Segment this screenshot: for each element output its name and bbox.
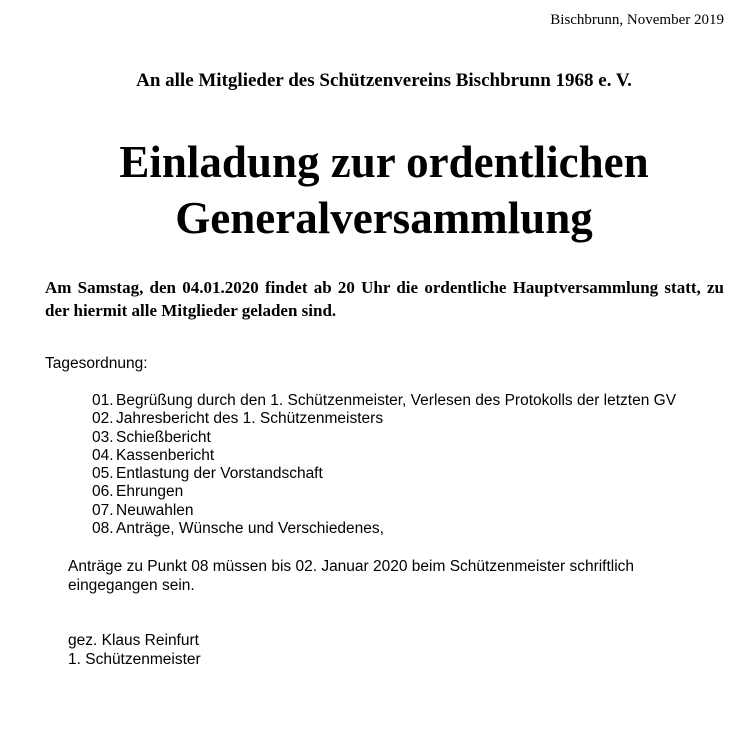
- agenda-item-text: Begrüßung durch den 1. Schützenmeister, Verlesen des Protokolls der letzten GV: [116, 392, 677, 409]
- agenda-item-text: Ehrungen: [116, 483, 184, 501]
- agenda-label: Tagesordnung:: [45, 355, 148, 372]
- agenda-item-number: 01.: [92, 392, 114, 409]
- agenda-item-number: 02.: [92, 410, 114, 428]
- agenda-item: [92, 410, 676, 428]
- agenda-item: [92, 465, 676, 483]
- deadline-note: [68, 557, 668, 595]
- recipient-line: An alle Mitglieder des Schützenvereins Bischbrunn 1968 e. V.: [136, 70, 632, 91]
- signature-block: [68, 631, 201, 669]
- agenda-item-text: Anträge, Wünsche und Verschiedenes,: [116, 520, 384, 538]
- agenda-item: [92, 447, 676, 465]
- agenda-item-text: Jahresbericht des 1. Schützenmeisters: [116, 410, 384, 428]
- signature-name: gez. Klaus Reinfurt: [68, 632, 199, 649]
- agenda-item-number: 04.: [92, 446, 114, 464]
- title-line-2: Generalversammlung: [175, 193, 593, 243]
- intro-paragraph: [45, 276, 724, 322]
- agenda-list: [92, 392, 676, 538]
- agenda-item-number: 07.: [92, 501, 114, 519]
- agenda-item-number: 06.: [92, 483, 114, 501]
- agenda-item: [92, 502, 676, 520]
- intro-line-2: statt, zu der hiermit alle Mitglieder geladen sind.: [45, 278, 725, 320]
- agenda-item-text: Entlastung der Vorstandschaft: [116, 465, 323, 483]
- agenda-item-number: 08.: [92, 520, 114, 538]
- note-line-2: eingegangen sein.: [68, 577, 195, 594]
- note-line-1: Anträge zu Punkt 08 müssen bis 02. Januar 2020 beim Schützenmeister schriftlich: [68, 558, 635, 575]
- signature-role: 1. Schützenmeister: [68, 651, 201, 668]
- place-date: Bischbrunn, November 2019: [550, 12, 724, 28]
- agenda-item: [92, 429, 676, 447]
- agenda-item-text: Neuwahlen: [116, 501, 194, 519]
- intro-line-1: Am Samstag, den 04.01.2020 findet ab 20 Uhr die ordentliche Hauptversammlung: [45, 278, 659, 297]
- agenda-item-text: Kassenbericht: [116, 446, 215, 464]
- agenda-item-text: Schießbericht: [116, 428, 211, 446]
- agenda-item-number: 05.: [92, 465, 114, 483]
- agenda-item: [92, 520, 676, 538]
- title-line-1: Einladung zur ordentlichen: [119, 137, 649, 187]
- agenda-item: [92, 483, 676, 501]
- agenda-item: [92, 392, 676, 410]
- document-title: [0, 134, 746, 246]
- agenda-item-number: 03.: [92, 428, 114, 446]
